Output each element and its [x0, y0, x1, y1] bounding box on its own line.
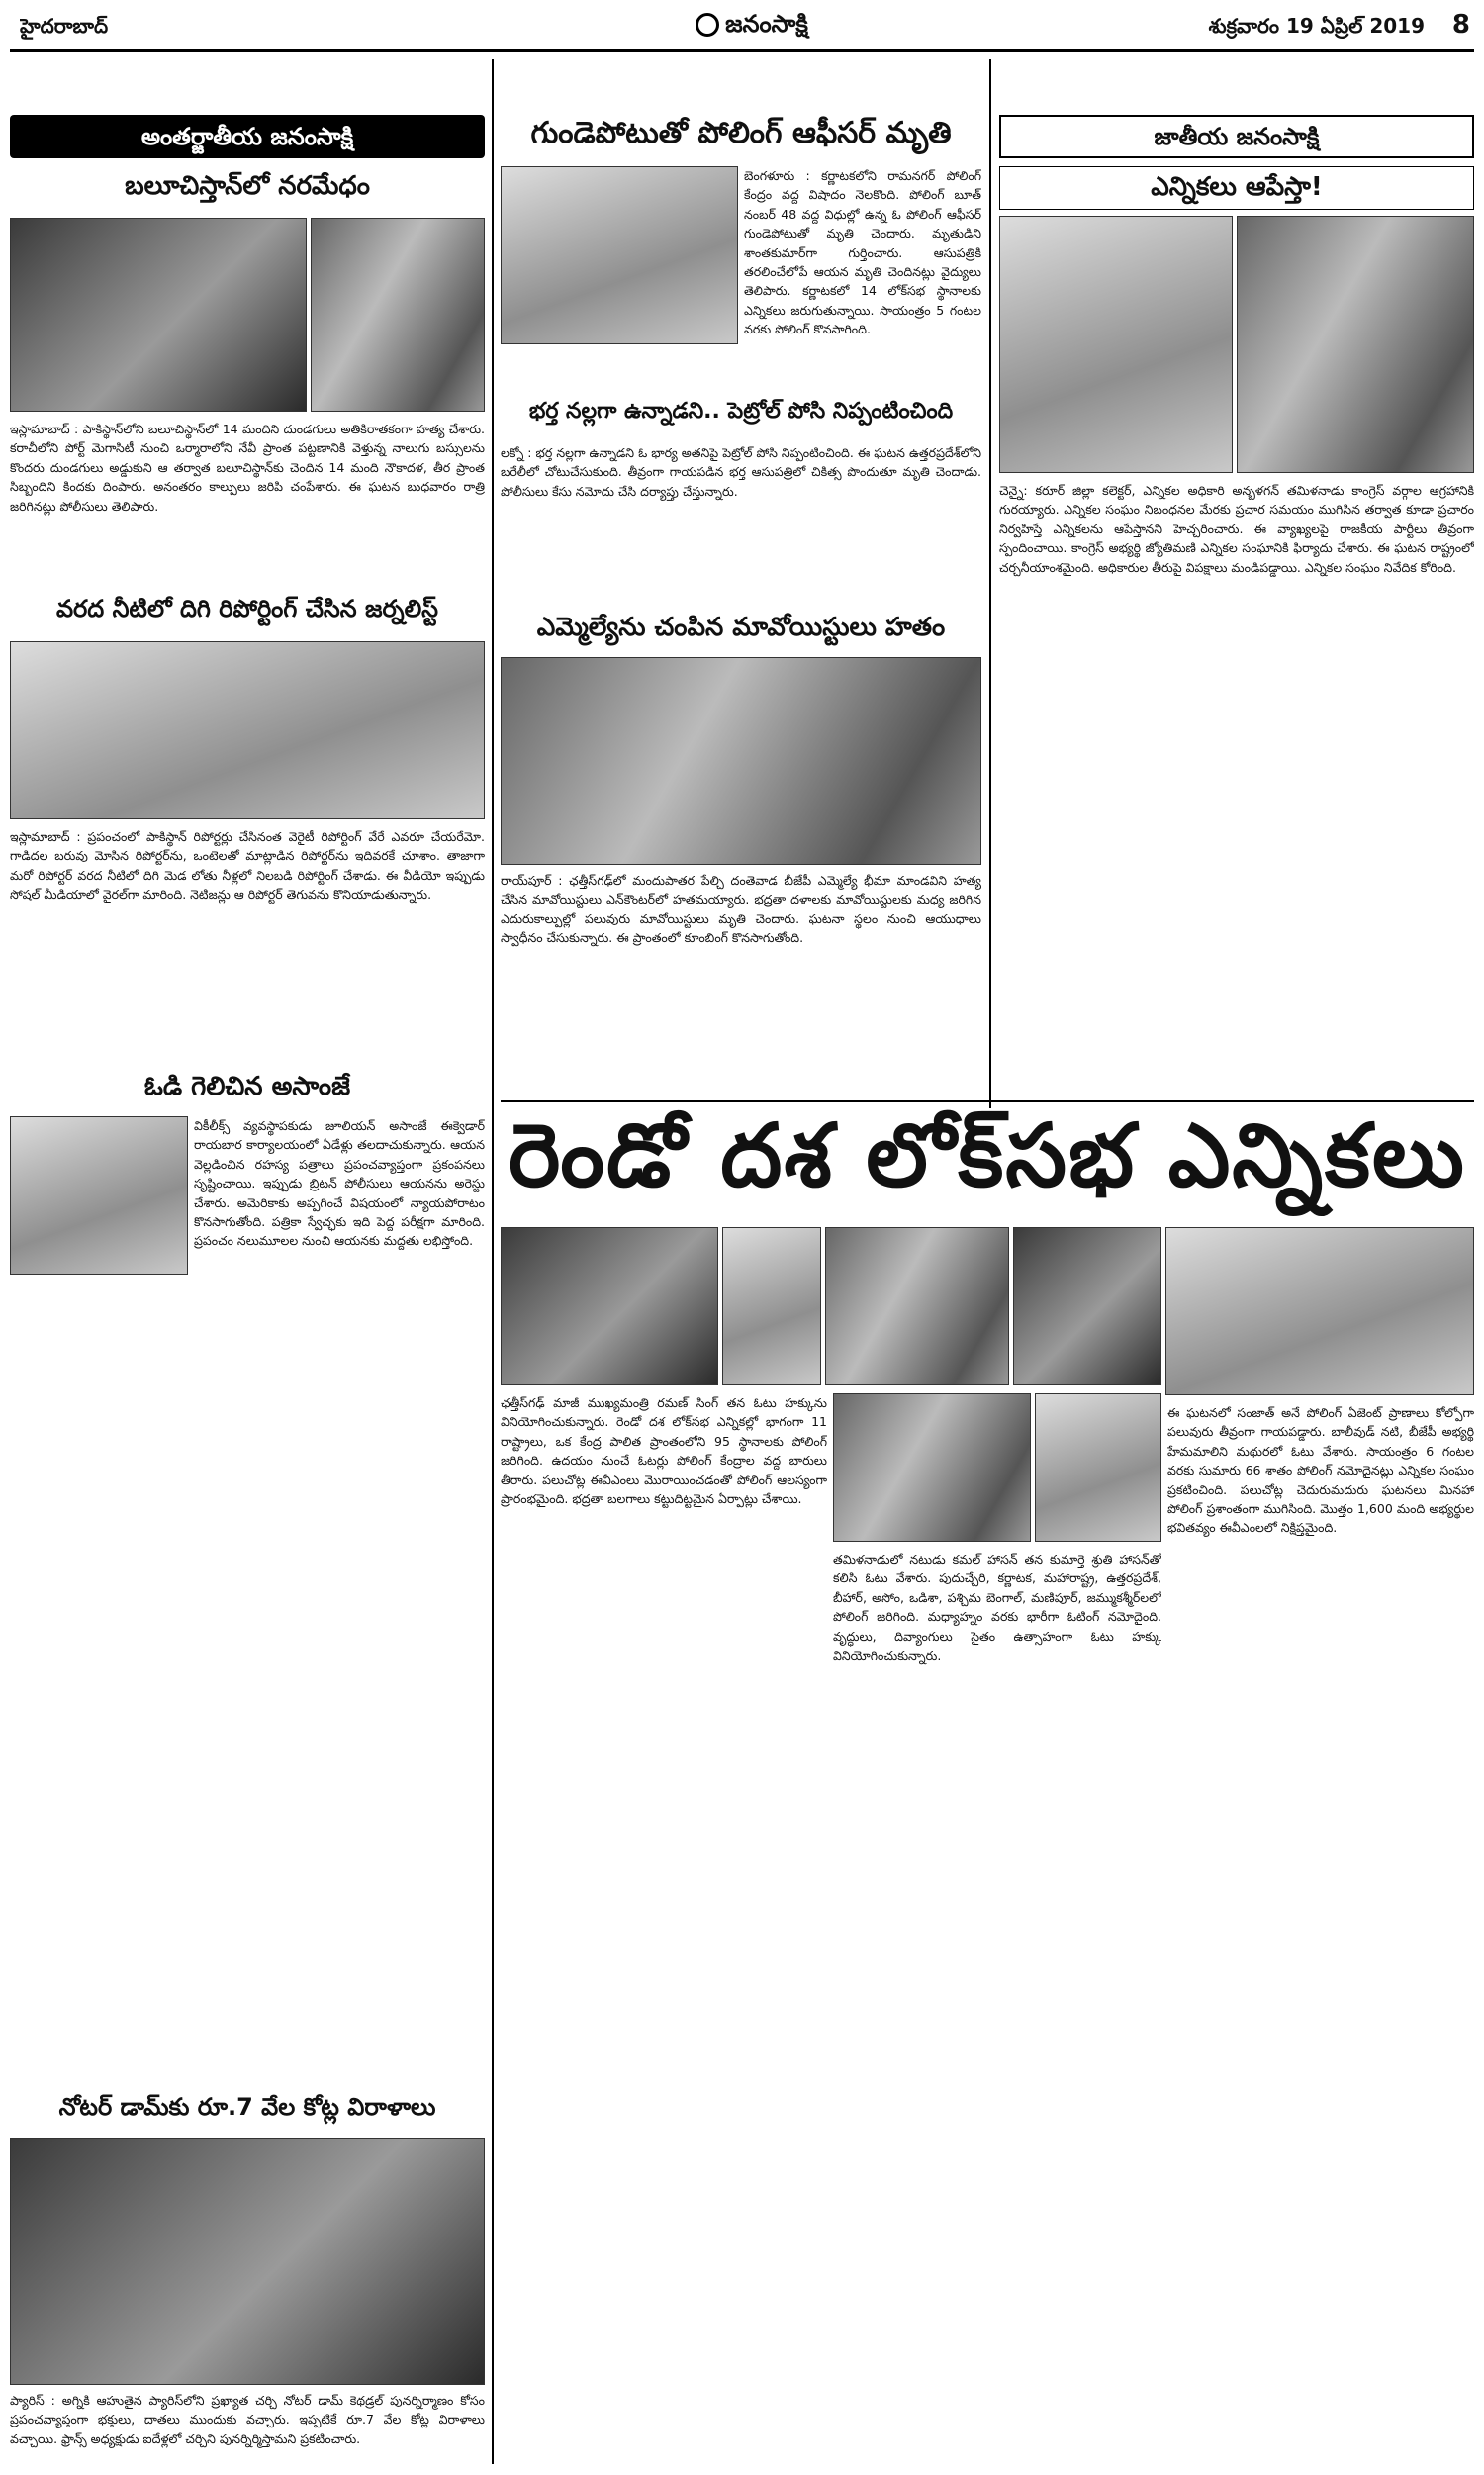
photo-officer	[501, 166, 738, 344]
photo-official	[1237, 216, 1474, 473]
body-phase2-a: ఛత్తీస్‌గఢ్‌ మాజీ ముఖ్యమంత్రి రమణ్‌ సింగ్‌ తన ఓటు హక్కును వినియోగించుకున్నారు. రెండో దశ లోక్‌సభ ఎన్నికల్లో భాగంగా 11 రాష్ట్రాలు, ఒక కేంద్ర పాలిత ప్రాంతంలోని 95 స్థానాలకు పోలింగ్‌ జరిగింది. ఉదయం నుంచే ఓటర్లు పోలింగ్‌ కేంద్రాల వద్ద బారులు తీరారు. పలుచోట్ల ఈవీఎంలు మొరాయించడంతో పోలింగ్‌ ఆలస్యంగా ప్రారంభమైంది. భద్రతా బలగాలు కట్టుదిట్టమైన ఏర్పాట్లు చేశాయి.	[501, 1395, 827, 1506]
column-rule-right	[989, 59, 991, 1108]
photo-polling-queue	[1013, 1227, 1161, 1385]
headline-assange: ఓడి గెలిచిన అసాంజే	[143, 1072, 351, 1101]
masthead-brand	[633, 10, 871, 46]
photo-ambulance	[722, 1227, 821, 1385]
photo-assange	[10, 1116, 188, 1275]
section-international: అంతర్జాతీయ జనంసాక్షి	[10, 115, 485, 158]
headline-husband: భర్త నల్లగా ఉన్నాడని.. పెట్రోల్‌ పోసి నిప్పంటించింది	[528, 399, 954, 424]
headline-balochistan: బలూచిస్తాన్‌లో నరమేధం	[125, 171, 370, 201]
photo-notredame	[10, 2138, 485, 2385]
section-national: జాతీయ జనంసాక్షి	[999, 115, 1474, 158]
body-elections: చెన్నై: కరూర్‌ జిల్లా కలెక్టర్‌, ఎన్నికల అధికారి అన్బళగన్‌ తమిళనాడు కాంగ్రెస్‌ వర్గాల ఆగ్రహానికి గురయ్యారు. ఎన్నికల సంఘం నిబంధనల మేరకు ప్రచార సమయం ముగిసిన తర్వాత కూడా ప్రచారం నిర్వహిస్తే ఎన్నికలను ఆపేస్తానని హెచ్చరించారు. ఈ వ్యాఖ్యలపై రాజకీయ పార్టీలు తీవ్రంగా స్పందించాయి. కాంగ్రెస్‌ అభ్యర్థి జ్యోతిమణి ఎన్నికల సంఘానికి ఫిర్యాదు చేశారు. ఈ ఘటన రాష్ట్రంలో చర్చనీయాంశమైంది. అధికారుల తీరుపై విపక్షాలు మండిపడ్డాయి. ఎన్నికల సంఘం నివేదిక కోరింది.	[999, 483, 1474, 575]
brand-name: జనంసాక్షి	[725, 10, 808, 38]
body-phase2-c: ఈ ఘటనలో సంజాత్‌ అనే పోలింగ్‌ ఏజెంట్‌ ప్రాణాలు కోల్పోగా పలువురు తీవ్రంగా గాయపడ్డారు. బాలీవుడ్‌ నటి, బీజేపీ అభ్యర్థి హేమమాలిని మథురలో ఓటు వేశారు. సాయంత్రం 6 గంటల వరకు సుమారు 66 శాతం పోలింగ్‌ నమోదైనట్లు ఎన్నికల సంఘం ప్రకటించింది. పలుచోట్ల చెదురుమదురు ఘటనలు మినహా పోలింగ్‌ ప్రశాంతంగా ముగిసింది. మొత్తం 1,600 మంది అభ్యర్థుల భవితవ్యం ఈవీఎంలలో నిక్షిప్తమైంది.	[1167, 1405, 1474, 1536]
photo-balochistan-2	[311, 218, 485, 412]
masthead-rule	[10, 49, 1474, 52]
headline-notredame: నోటర్‌ డామ్‌కు రూ.7 వేల కోట్ల విరాళాలు	[58, 2093, 436, 2121]
headline-phase2: రెండో దశ లోక్‌సభ ఎన్నికలు	[509, 1108, 1466, 1206]
column-rule-left	[492, 59, 494, 2464]
masthead-city: హైదరాబాద్	[20, 14, 109, 38]
headline-elections: ఎన్నికలు ఆపేస్తా!	[999, 166, 1474, 210]
masthead-date: శుక్రవారం 19 ఏప్రిల్ 2019	[1208, 14, 1425, 38]
body-phase2-b: తమిళనాడులో నటుడు కమల్‌ హాసన్‌ తన కుమార్తె శ్రుతి హాసన్‌తో కలిసి ఓటు వేశారు. పుదుచ్చేరి, కర్ణాటక, మహారాష్ట్ర, ఉత్తరప్రదేశ్‌, బీహార్‌, అసోం, ఒడిశా, పశ్చిమ బెంగాల్‌, మణిపూర్‌, జమ్ముకశ్మీర్‌లలో పోలింగ్‌ జరిగింది. మధ్యాహ్నం వరకు భారీగా ఓటింగ్‌ నమోదైంది. వృద్ధులు, దివ్యాంగులు సైతం ఉత్సాహంగా ఓటు హక్కు వినియోగించుకున్నారు.	[833, 1552, 1161, 1663]
body-maoists: రాయ్‌పూర్‌ : ఛత్తీస్‌గఢ్‌లో మందుపాతర పేల్చి దంతెవాడ బీజేపీ ఎమ్మెల్యే భీమా మాండవిని హత్య చేసిన మావోయిస్టులు ఎన్‌కౌంటర్‌లో హతమయ్యారు. భద్రతా దళాలకు మావోయిస్టులకు మధ్య జరిగిన ఎదురుకాల్పుల్లో పలువురు మావోయిస్టులు మృతి చెందారు. ఘటనా స్థలం నుంచి ఆయుధాలు స్వాధీనం చేసుకున్నారు. ఈ ప్రాంతంలో కూంబింగ్‌ కొనసాగుతోంది.	[501, 873, 981, 946]
lead-rule	[501, 1100, 1474, 1102]
headline-officer: గుండెపోటుతో పోలింగ్‌ ఆఫీసర్‌ మృతి	[530, 116, 952, 150]
photo-maoists	[501, 657, 981, 865]
body-husband: లక్నో : భర్త నల్లగా ఉన్నాడని ఓ భార్య అతనిపై పెట్రోల్‌ పోసి నిప్పంటించింది. ఈ ఘటన ఉత్తరప్రదేశ్‌లోని బరేలీలో చోటుచేసుకుంది. తీవ్రంగా గాయపడిన భర్త ఆసుపత్రిలో చికిత్స పొందుతూ మృతి చెందాడు. పోలీసులు కేసు నమోదు చేసి దర్యాప్తు చేస్తున్నారు.	[501, 445, 981, 499]
body-balochistan: ఇస్లామాబాద్‌ : పాకిస్థాన్‌లోని బలూచిస్థాన్‌లో 14 మందిని దుండగులు అతికిరాతకంగా హత్య చేశారు. కరాచీలోని పోర్ట్‌ మెగాసిటీ నుంచి ఒర్మారాలోని నేవీ ప్రాంత పట్టణానికి వెళ్తున్న నాలుగు బస్సులను కొందరు దుండగులు అడ్డుకుని ఆ తర్వాత బలూచిస్థాన్‌కు చెందిన 14 మంది నౌకాదళ, తీర ప్రాంత సిబ్బందిని కిందకు దింపారు. అనంతరం కాల్పులు జరిపి చంపేశారు. ఈ ఘటన బుధవారం రాత్రి జరిగినట్లు పోలీసులు తెలిపారు.	[10, 422, 485, 514]
photo-collector	[999, 216, 1233, 473]
body-journalist: ఇస్లామాబాద్‌ : ప్రపంచంలో పాకిస్థాన్‌ రిపోర్టర్లు చేసినంత వెరైటీ రిపోర్టింగ్‌ వేరే ఎవరూ చేయరేమో. గాడిదల బరువు మోసిన రిపోర్టర్‌ను, ఒంటెలతో మాట్లాడిన రిపోర్టర్‌ను ఇదివరకే చూశాం. తాజాగా మరో రిపోర్టర్‌ వరద నీటిలో దిగి మెడ లోతు నీళ్లలో నిలబడి రిపోర్టింగ్‌ చేశాడు. ఈ వీడియో ఇప్పుడు సోషల్‌ మీడియాలో వైరల్‌గా మారింది. నెటిజన్లు ఆ రిపోర్టర్‌ తెగువను కొనియాడుతున్నారు.	[10, 829, 485, 903]
photo-journalist	[10, 641, 485, 819]
page-number: 8	[1451, 10, 1470, 40]
body-officer: బెంగళూరు : కర్ణాటకలోని రామనగర్‌ పోలింగ్‌ కేంద్రం వద్ద విషాదం నెలకొంది. పోలింగ్‌ బూత్‌ నంబర్‌ 48 వద్ద విధుల్లో ఉన్న ఓ పోలింగ్‌ ఆఫీసర్‌ గుండెపోటుతో మృతి చెందారు. మృతుడిని శాంతకుమార్‌గా గుర్తించారు. ఆసుపత్రికి తరలించేలోపే ఆయన మృతి చెందినట్లు వైద్యులు తెలిపారు. కర్ణాటకలో 14 లోక్‌సభ స్థానాలకు ఎన్నికలు జరుగుతున్నాయి. సాయంత్రం 5 గంటల వరకు పోలింగ్‌ కొనసాగింది.	[744, 168, 981, 336]
photo-security-forces	[825, 1227, 1009, 1385]
headline-maoists: ఎమ్మెల్యేను చంపిన మావోయిస్టులు హతం	[536, 613, 946, 642]
photo-balochistan	[10, 218, 307, 412]
body-notredame: ప్యారిస్‌ : అగ్నికి ఆహుతైన ప్యారిస్‌లోని ప్రఖ్యాత చర్చి నోటర్‌ డామ్‌ కెథడ్రల్‌ పునర్నిర్మాణం కోసం ప్రపంచవ్యాప్తంగా భక్తులు, దాతలు ముందుకు వచ్చారు. ఇప్పటికే రూ.7 వేల కోట్ల విరాళాలు వచ్చాయి. ఫ్రాన్స్‌ అధ్యక్షుడు ఐదేళ్లలో చర్చిని పునర్నిర్మిస్తామని ప్రకటించారు.	[10, 2393, 485, 2446]
photo-vote-slip	[501, 1227, 718, 1385]
body-assange: వికీలీక్స్‌ వ్యవస్థాపకుడు జూలియన్‌ అసాంజే ఈక్వెడార్‌ రాయబార కార్యాలయంలో ఏడేళ్లు తలదాచుకున్నారు. ఆయన వెల్లడించిన రహస్య పత్రాలు ప్రపంచవ్యాప్తంగా ప్రకంపనలు సృష్టించాయి. ఇప్పుడు బ్రిటన్‌ పోలీసులు ఆయనను అరెస్టు చేశారు. అమెరికాకు అప్పగించే విషయంలో న్యాయపోరాటం కొనసాగుతోంది. పత్రికా స్వేచ్ఛకు ఇది పెద్ద పరీక్షగా మారింది. ప్రపంచం నలుమూలల నుంచి ఆయనకు మద్దతు లభిస్తోంది.	[194, 1118, 485, 1249]
brand-logo-icon	[696, 13, 719, 37]
headline-journalist: వరద నీటిలో దిగి రిపోర్టింగ్‌ చేసిన జర్నలిస్ట్‌	[55, 595, 439, 622]
photo-hema-malini	[1165, 1227, 1474, 1395]
photo-kamal-haasan	[833, 1393, 1031, 1542]
photo-women-voters	[1035, 1393, 1161, 1542]
